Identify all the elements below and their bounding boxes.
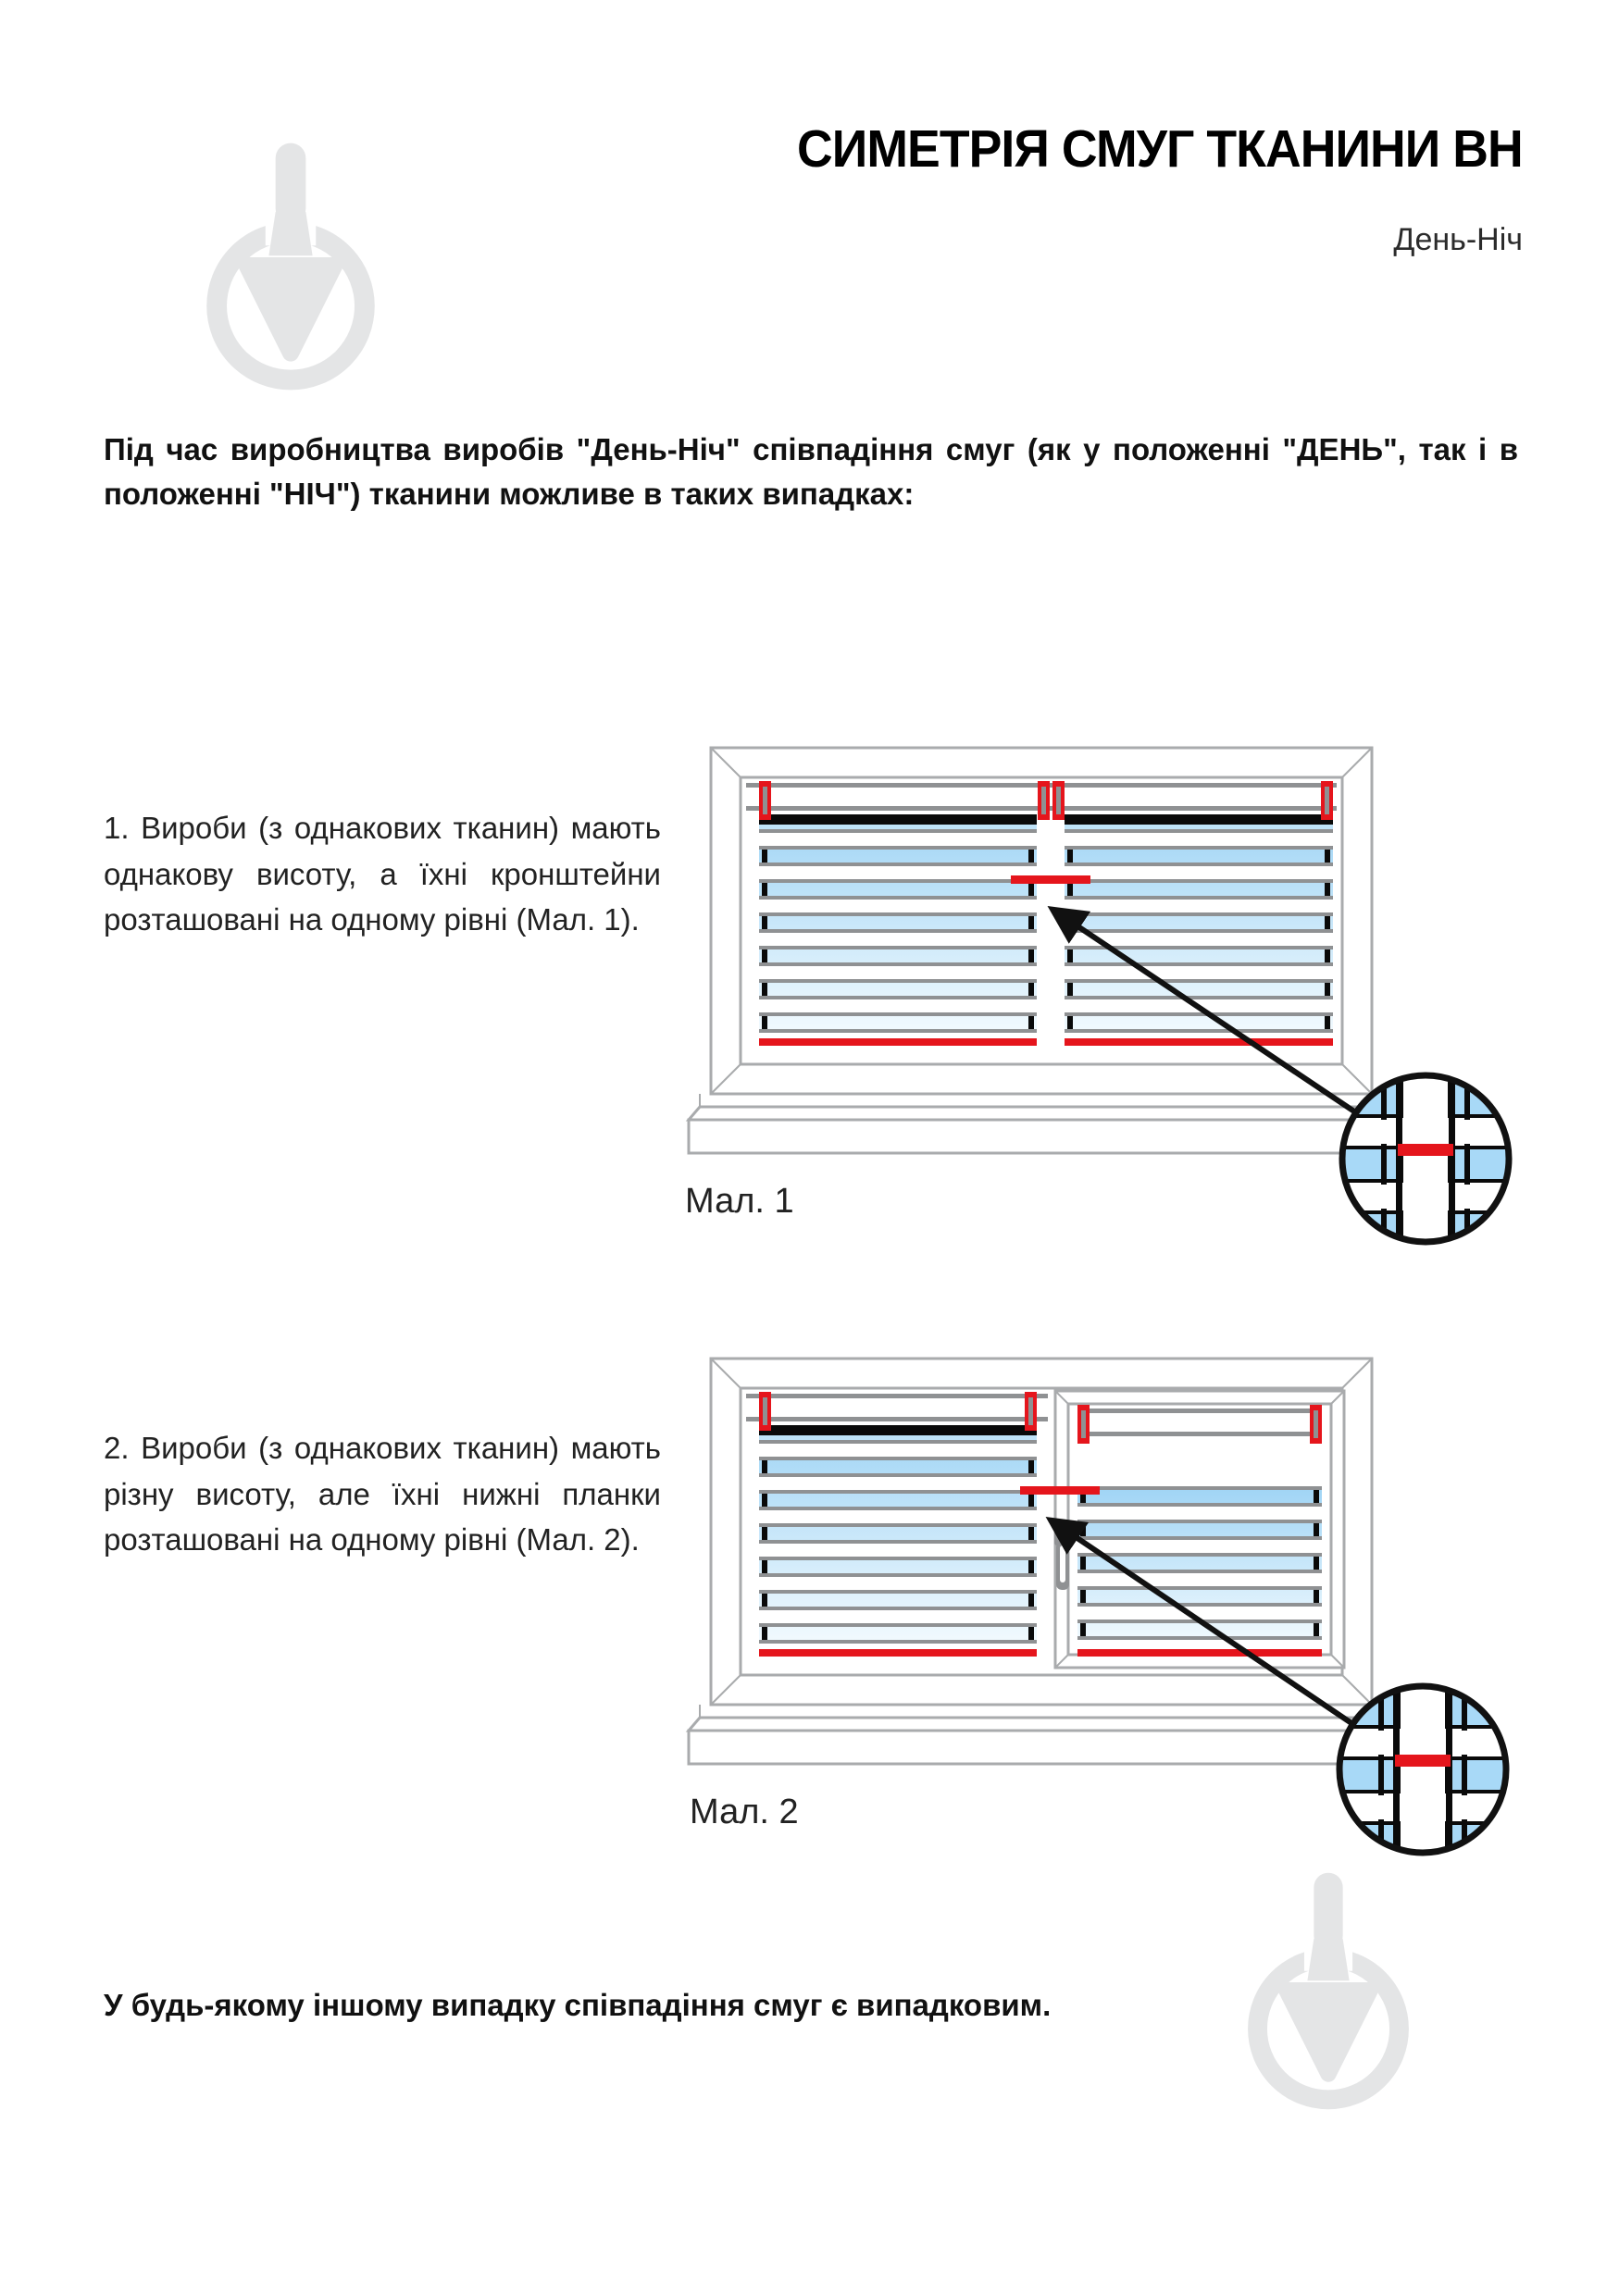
window-handle [1054,1527,1071,1590]
left-blind [759,1425,1037,1657]
bracket-icon [1025,1392,1037,1431]
bottom-bar [759,1038,1037,1046]
intro-paragraph: Під час виробництва виробів "День-Ніч" співпадіння смуг (як у положенні "ДЕНЬ", так і в положенні "НІЧ") тканини можливе в таких випадках: [104,432,1518,511]
trowel-handle-icon [1314,1873,1342,1950]
alignment-mark [1020,1486,1100,1495]
bottom-bar [1077,1649,1322,1657]
page-subtitle: День-Ніч [1393,222,1523,257]
bracket-icon [1321,781,1333,820]
trowel-neck [268,212,312,255]
bracket-icon [759,1392,771,1431]
bracket-icon [1310,1405,1322,1444]
bracket-icon [1077,1405,1090,1444]
figure-1-diagram [685,740,1555,1259]
page-title: СИМЕТРІЯ СМУГ ТКАНИНИ ВН [797,119,1523,179]
zoom-detail-circle [1339,1070,1513,1251]
alignment-mark [1011,875,1090,884]
zoom-detail-circle [1336,1681,1510,1862]
right-blind [1065,814,1333,1046]
bracket-icon [759,781,771,820]
figure-2-label: Мал. 2 [690,1793,799,1831]
case-2-text: 2. Вироби (з однакових тканин) мають різну висоту, але їхні нижні планки розташовані на одному рівні (Мал. 2). [104,1431,661,1557]
footer-note: У будь-якому іншому випадку співпадіння смуг є випадковим. [104,1988,1052,2022]
trowel-logo-watermark [181,128,400,405]
alignment-mark-zoomed [1395,1755,1451,1767]
dark-top-stripe [1065,814,1333,825]
window-sill [689,1094,1370,1153]
left-blind [759,814,1037,1046]
dark-top-stripe [759,1425,1037,1435]
trowel-handle-icon [276,143,306,224]
figure-1-label: Мал. 1 [685,1182,794,1221]
right-blind [1077,1486,1322,1657]
alignment-mark-zoomed [1398,1144,1453,1156]
bottom-bar [1065,1038,1333,1046]
dark-top-stripe [759,814,1037,825]
bottom-bar [759,1649,1037,1657]
bracket-icon [1052,781,1065,820]
case-1-text: 1. Вироби (з однакових тканин) мають однакову висоту, а їхні кронштейни розташовані на одному рівні (Мал. 1). [104,811,661,937]
trowel-neck [1307,1939,1349,1980]
bracket-icon [1038,781,1050,820]
window-sill [689,1705,1370,1764]
figure-2-diagram [685,1351,1555,1869]
trowel-blade-icon [247,266,334,353]
